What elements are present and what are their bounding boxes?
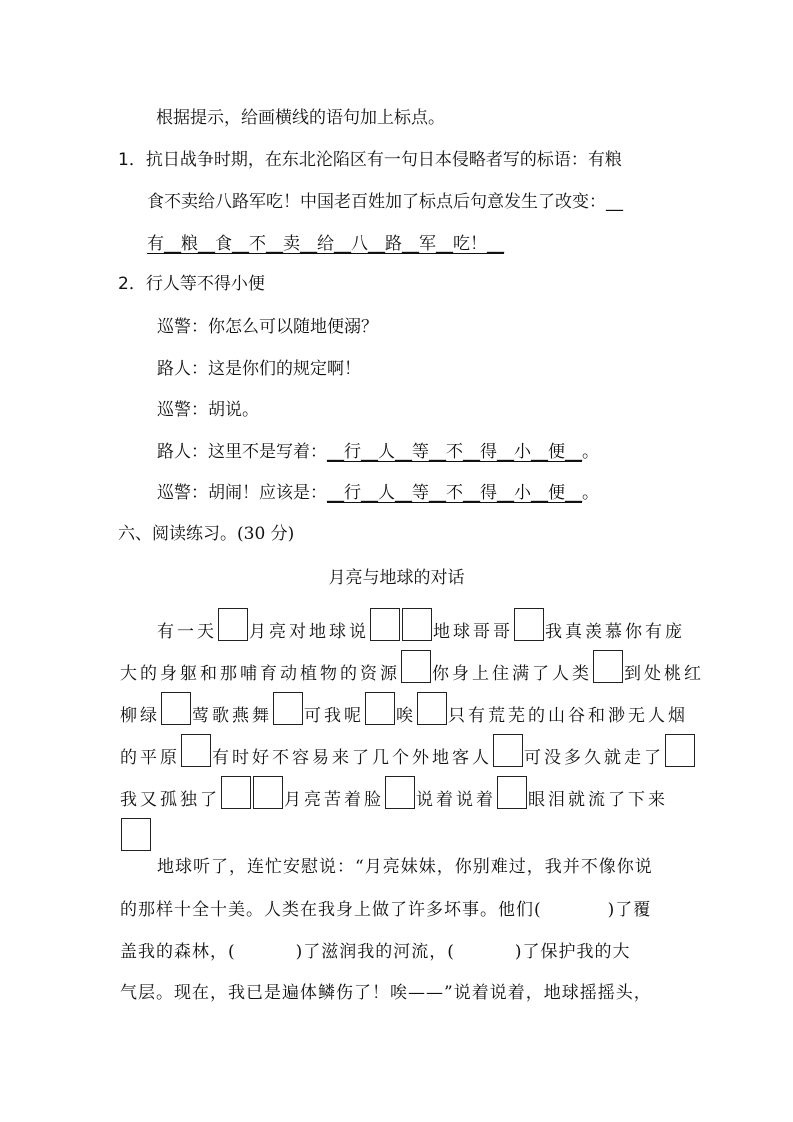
punctuation-box[interactable]	[181, 734, 211, 767]
passage-text: 月亮苦着脸	[284, 790, 384, 810]
passage-text: )了覆	[607, 900, 652, 920]
passage-line	[120, 692, 688, 728]
dialogue-line	[157, 481, 599, 505]
passage-text: 的那样十全十美。人类在我身上做了许多坏事。他们(	[120, 900, 542, 920]
answer-blank[interactable]: __行__人__等__不__得__小__便__	[327, 442, 582, 462]
passage-text: 月亮对地球说	[249, 622, 369, 642]
punctuation-box[interactable]	[497, 776, 527, 809]
punctuation-box[interactable]	[514, 608, 544, 641]
speaker: 巡警	[157, 400, 191, 420]
passage-text: 眼泪就流了下来	[528, 790, 668, 810]
passage-text: 可我呢	[304, 706, 364, 726]
passage-text: 只有荒芜的山谷和渺无人烟	[448, 706, 688, 726]
dialogue-text: ：胡闹！应该是：	[191, 483, 327, 503]
dialogue-line	[157, 357, 361, 381]
punctuation-box[interactable]	[218, 608, 248, 641]
question-number: 2．	[118, 274, 146, 294]
period: 。	[582, 442, 599, 462]
passage-line	[120, 818, 152, 854]
punctuation-box[interactable]	[665, 734, 695, 767]
speaker: 路人	[157, 442, 191, 462]
passage-text: )了保护我的大	[514, 942, 631, 962]
punctuation-box[interactable]	[402, 608, 432, 641]
punctuation-box[interactable]	[365, 692, 395, 725]
passage-line	[157, 608, 685, 644]
passage-title: 月亮与地球的对话	[328, 568, 465, 588]
section-heading: 六、阅读练习。(30 分)	[118, 524, 295, 544]
question-2-title	[118, 272, 265, 296]
passage-text: 你身上住满了人类	[432, 664, 592, 684]
dialogue-line	[157, 315, 378, 339]
speaker: 巡警	[157, 317, 191, 337]
period: 。	[582, 483, 599, 503]
punctuation-box[interactable]	[161, 692, 191, 725]
passage-text: 柳绿	[120, 706, 160, 726]
punctuation-box[interactable]	[273, 692, 303, 725]
passage-line	[120, 898, 651, 922]
passage-text: 说着说着	[416, 790, 496, 810]
dialogue-line	[157, 440, 599, 464]
speaker: 路人	[157, 359, 191, 379]
passage-text: 的平原	[120, 748, 180, 768]
dialogue-text: ：胡说。	[191, 400, 259, 420]
punctuation-box[interactable]	[253, 776, 283, 809]
punctuation-box[interactable]	[417, 692, 447, 725]
passage-line	[120, 776, 668, 812]
punctuation-box[interactable]	[221, 776, 251, 809]
answer-blank[interactable]: __行__人__等__不__得__小__便__	[327, 483, 582, 503]
punctuation-box[interactable]	[121, 818, 151, 851]
passage-text: 可没多久就走了	[524, 748, 664, 768]
dialogue-text: ：这是你们的规定啊！	[191, 359, 361, 379]
passage-text: 唉	[396, 706, 416, 726]
passage-text: 莺歌燕舞	[192, 706, 272, 726]
passage-line	[120, 734, 696, 770]
passage-text: 盖我的森林，(	[120, 942, 236, 962]
passage-text: 地球哥哥	[433, 622, 513, 642]
passage-text: 有一天	[157, 622, 217, 642]
passage-line: 气层。现在，我已是遍体鳞伤了！唉——”说着说着，地球摇摇头，	[120, 983, 652, 1003]
question-1-line-1	[118, 148, 622, 172]
passage-line: 地球听了，连忙安慰说：“月亮妹妹，你别难过，我并不像你说	[157, 857, 653, 877]
dialogue-text: ：你怎么可以随地便溺？	[191, 317, 378, 337]
punctuation-box[interactable]	[385, 776, 415, 809]
punctuation-box[interactable]	[370, 608, 400, 641]
dialogue-line	[157, 398, 259, 422]
passage-text: 到处桃红	[624, 664, 704, 684]
passage-text: 我真羡慕你有庞	[545, 622, 685, 642]
punctuation-box[interactable]	[493, 734, 523, 767]
passage-text: 我又孤独了	[120, 790, 220, 810]
passage-text: 有时好不容易来了几个外地客人	[212, 748, 492, 768]
dialogue-text: ：这里不是写着：	[191, 442, 327, 462]
passage-line	[120, 940, 631, 964]
passage-text: 大的身躯和那哺育动植物的资源	[120, 664, 400, 684]
question-text: 行人等不得小便	[145, 274, 265, 294]
instruction-text: 根据提示，给画横线的语句加上标点。	[156, 108, 445, 128]
passage-text: )了滋润我的河流，(	[295, 942, 455, 962]
answer-blank[interactable]: 有__粮__食__不__卖__给__八__路__军__吃！__	[147, 234, 504, 254]
question-1-line-2: 食不卖给八路军吃！中国老百姓加了标点后句意发生了改变：__	[147, 192, 623, 212]
punctuation-box[interactable]	[401, 650, 431, 683]
punctuation-box[interactable]	[593, 650, 623, 683]
passage-line	[120, 650, 704, 686]
question-number: 1．	[118, 150, 146, 170]
question-text: 抗日战争时期，在东北沦陷区有一句日本侵略者写的标语：有粮	[145, 150, 622, 170]
speaker: 巡警	[157, 483, 191, 503]
